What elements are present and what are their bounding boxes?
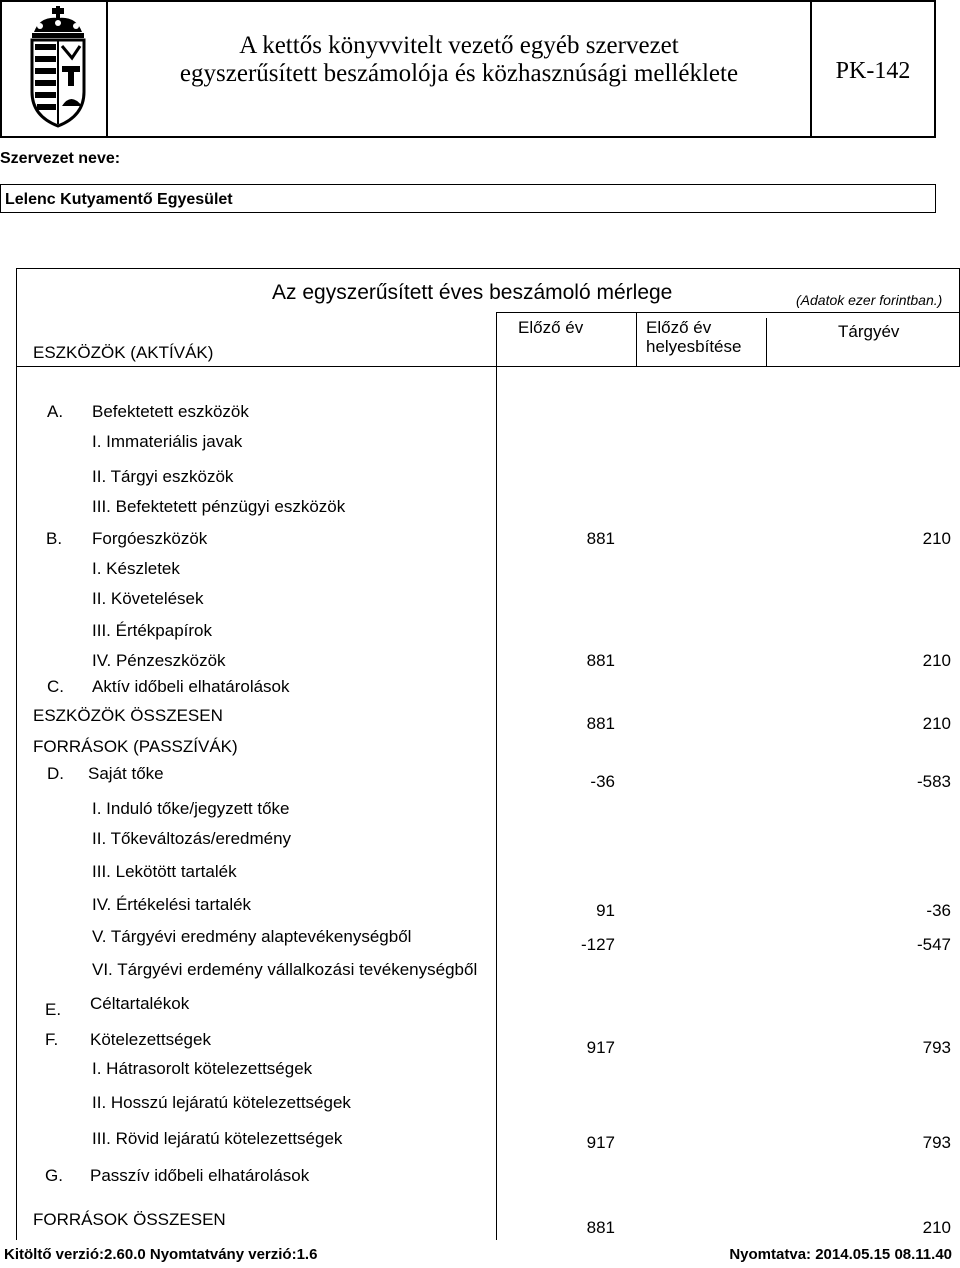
row-prefix: A.: [47, 402, 64, 421]
row-value-current-year: 793: [922, 1133, 951, 1152]
col-header-corr-line1: Előző év: [646, 318, 712, 337]
row-value-prev-year: -36: [590, 772, 615, 791]
row-value-prev-year: 881: [586, 651, 615, 670]
balance-title: Az egyszerűsített éves beszámoló mérlege: [272, 281, 673, 304]
col-header-current-year: Tárgyév: [838, 322, 900, 341]
row-prefix: D.: [47, 764, 64, 783]
row-value-prev-year: 881: [586, 1218, 615, 1237]
row-value-prev-year: 881: [586, 714, 615, 733]
footer-printed: Nyomtatva: 2014.05.15 08.11.40: [729, 1246, 952, 1263]
coat-of-arms-icon: [26, 6, 90, 130]
row-label: Aktív időbeli elhatárolások: [92, 677, 290, 696]
row-label: Saját tőke: [88, 764, 164, 783]
row-label: II. Hosszú lejáratú kötelezettségek: [92, 1093, 351, 1112]
organization-label: Szervezet neve:: [0, 150, 121, 167]
row-label: Céltartalékok: [90, 994, 190, 1013]
row-value-current-year: 210: [922, 1218, 951, 1237]
row-value-current-year: -547: [916, 935, 951, 954]
row-label: IV. Pénzeszközök: [92, 651, 226, 670]
row-value-current-year: -583: [916, 772, 951, 791]
row-value-current-year: 793: [922, 1038, 951, 1057]
row-value-prev-year: 917: [586, 1133, 615, 1152]
row-value-current-year: -36: [926, 901, 951, 920]
form-code: PK-142: [835, 58, 911, 84]
row-label: IV. Értékelési tartalék: [92, 895, 252, 914]
row-label: Kötelezettségek: [90, 1030, 211, 1049]
form-title-line2: egyszerűsített beszámolója és közhasznúsági melléklete: [179, 60, 739, 87]
row-value-prev-year: 917: [586, 1038, 615, 1057]
row-prefix: B.: [46, 529, 63, 548]
row-prefix: E.: [45, 1000, 62, 1019]
col-header-corr-line2: helyesbítése: [646, 337, 742, 356]
row-label: II. Követelések: [92, 589, 204, 608]
row-label: I. Hátrasorolt kötelezettségek: [92, 1059, 313, 1078]
row-value-prev-year: 881: [586, 529, 615, 548]
row-label: III. Befektetett pénzügyi eszközök: [92, 497, 346, 516]
form-title-line1: A kettős könyvvitelt vezető egyéb szervezet: [239, 32, 679, 59]
row-label: V. Tárgyévi eredmény alaptevékenységből: [92, 927, 412, 946]
row-label: Passzív időbeli elhatárolások: [90, 1166, 310, 1185]
row-label: ESZKÖZÖK (AKTÍVÁK): [33, 343, 214, 362]
row-prefix: C.: [47, 677, 64, 696]
col-header-prev-year: Előző év: [518, 318, 584, 337]
row-label: VI. Tárgyévi erdemény vállalkozási tevékenységből: [92, 960, 478, 979]
row-label: I. Immateriális javak: [92, 432, 243, 451]
row-label: III. Lekötött tartalék: [92, 862, 237, 881]
row-value-prev-year: -127: [580, 935, 615, 954]
form-title: [110, 32, 808, 88]
row-label: II. Tárgyi eszközök: [92, 467, 234, 486]
row-label: I. Induló tőke/jegyzett tőke: [92, 799, 290, 818]
row-label: II. Tőkeváltozás/eredmény: [92, 829, 292, 848]
organization-name: Lelenc Kutyamentő Egyesület: [5, 191, 233, 208]
row-value-current-year: 210: [922, 529, 951, 548]
row-label: III. Rövid lejáratú kötelezettségek: [92, 1129, 343, 1148]
row-value-current-year: 210: [922, 651, 951, 670]
row-label: FORRÁSOK ÖSSZESEN: [33, 1210, 226, 1229]
col-header-prev-year-correction: [646, 318, 741, 356]
row-prefix: F.: [45, 1030, 59, 1049]
row-label: ESZKÖZÖK ÖSSZESEN: [33, 706, 223, 725]
row-label: III. Értékpapírok: [92, 621, 212, 640]
unit-note: (Adatok ezer forintban.): [796, 292, 943, 308]
row-prefix: G.: [45, 1166, 63, 1185]
footer-version: Kitöltő verzió:2.60.0 Nyomtatvány verzió:1.6: [4, 1246, 318, 1263]
row-value-prev-year: 91: [596, 901, 615, 920]
row-label: Forgóeszközök: [92, 529, 208, 548]
row-label: I. Készletek: [92, 559, 180, 578]
row-value-current-year: 210: [922, 714, 951, 733]
row-label: FORRÁSOK (PASSZÍVÁK): [33, 737, 238, 756]
row-label: Befektetett eszközök: [92, 402, 249, 421]
